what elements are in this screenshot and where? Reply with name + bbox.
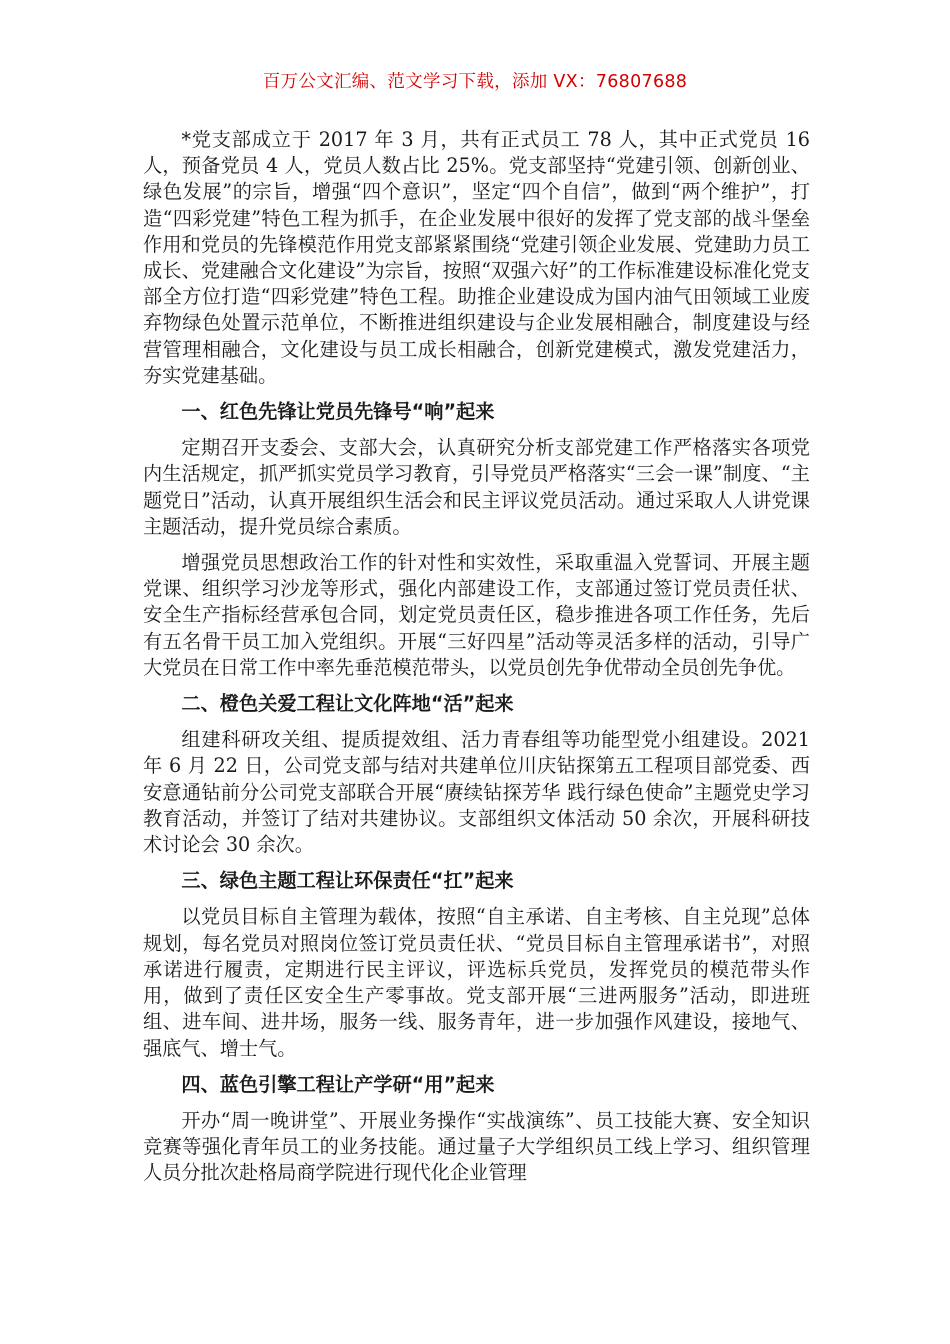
section-red-paragraph-2: 增强党员思想政治工作的针对性和实效性，采取重温入党誓词、开展主题党课、组织学习沙龙等形式，强化内部建设工作，支部通过签订党员责任状、安全生产指标经营承包合同，划定党员责任区，稳步推进各项工作任务，先后有五名骨干员工加入党组织。开展“三好四星”活动等灵活多样的活动，引导广大党员在日常工作中率先垂范模范带头，以党员创先争优带动全员创先争优。 bbox=[143, 551, 810, 679]
intro-paragraph: *党支部成立于 2017 年 3 月，共有正式员工 78 人，其中正式党员 16 人，预备党员 4 人，党员人数占比 25%。党支部坚持“党建引领、创新创业、绿色发展”的宗旨，增强“四个意识”，坚定“四个自信”，做到“两个维护”，打造“四彩党建”特色工程为抓手，在企业发展中很好的发挥了党支部的战斗堡垒作用和党员的先锋模范作用党支部紧紧围绕“党建引领企业发展、党建助力员工成长、党建融合文化建设”为宗旨，按照“双强六好”的工作标准建设标准化党支部全方位打造“四彩党建”特色工程。助推企业建设成为国内油气田领域工业废弃物绿色处置示范单位，不断推进组织建设与企业发展相融合，制度建设与经营管理相融合，文化建设与员工成长相融合，创新党建模式，激发党建活力，夯实党建基础。 bbox=[143, 128, 810, 387]
section-heading-orange: 二、橙色关爱工程让文化阵地“活”起来 bbox=[181, 692, 514, 716]
section-heading-red: 一、红色先锋让党员先锋号“响”起来 bbox=[181, 400, 495, 424]
section-red-paragraph-1: 定期召开支委会、支部大会，认真研究分析支部党建工作严格落实各项党内生活规定，抓严抓实党员学习教育，引导党员严格落实“三会一课”制度、“主题党日”活动，认真开展组织生活会和民主评议党员活动。通过采取人人讲党课主题活动，提升党员综合素质。 bbox=[143, 436, 810, 538]
section-heading-green: 三、绿色主题工程让环保责任“扛”起来 bbox=[181, 869, 514, 893]
section-blue-paragraph-1: 开办“周一晚讲堂”、开展业务操作“实战演练”、员工技能大赛、安全知识竞赛等强化青年员工的业务技能。通过量子大学组织员工线上学习、组织管理人员分批次赴格局商学院进行现代化企业管理 bbox=[143, 1108, 810, 1185]
document-body bbox=[143, 127, 810, 1197]
section-orange-paragraph-1: 组建科研攻关组、提质提效组、活力青春组等功能型党小组建设。2021 年 6 月 22 日，公司党支部与结对共建单位川庆钻探第五工程项目部党委、西安意通钻前分公司党支部联合开展“赓续钻探芳华 践行绿色使命”主题党史学习教育活动，并签订了结对共建协议。支部组织文体活动 50 余次，开展科研技术讨论会 30 余次。 bbox=[143, 728, 810, 857]
section-green-paragraph-1: 以党员目标自主管理为载体，按照“自主承诺、自主考核、自主兑现”总体规划，每名党员对照岗位签订党员责任状、“党员目标自主管理承诺书”，对照承诺进行履责，定期进行民主评议，评选标兵党员，发挥党员的模范带头作用，做到了责任区安全生产零事故。党支部开展“三进两服务”活动，即进班组、进车间、进井场，服务一线、服务青年，进一步加强作风建设，接地气、强底气、增士气。 bbox=[143, 905, 810, 1060]
header-banner: 百万公文汇编、范文学习下载，添加 VX：76807688 bbox=[262, 72, 688, 92]
section-heading-blue: 四、蓝色引擎工程让产学研“用”起来 bbox=[181, 1072, 495, 1096]
